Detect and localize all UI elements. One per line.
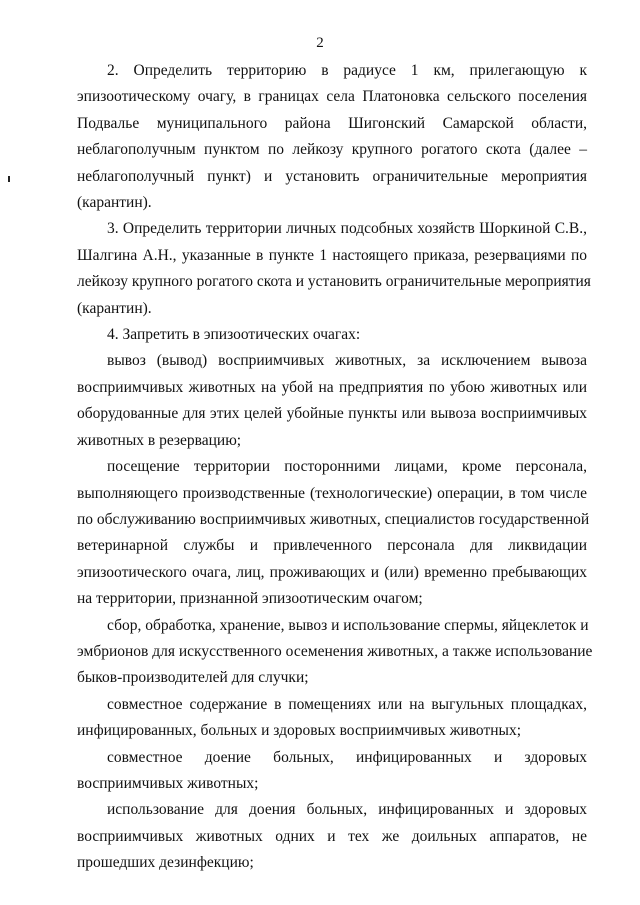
text-line: быков-производителей для случки; xyxy=(77,669,309,687)
text-line: 2. Определить территорию в радиусе 1 км, прилегающую к xyxy=(107,62,587,79)
text-line: 4. Запретить в эпизоотических очагах: xyxy=(107,326,361,344)
list-item-export xyxy=(77,348,587,454)
text-line: восприимчивых животных на убой на предприятия по убою животных или xyxy=(77,378,587,396)
text-line: сбор, обработка, хранение, вывоз и использование спермы, яйцеклеток и xyxy=(107,616,589,634)
list-item-milking xyxy=(77,745,587,798)
document-body xyxy=(77,58,593,877)
text-line: (карантин). xyxy=(77,194,152,212)
text-line: ветеринарной службы и привлеченного персонала для ликвидации xyxy=(77,537,587,555)
text-line: животных в резервацию; xyxy=(77,431,242,449)
paragraph-3 xyxy=(77,216,591,322)
page-number: 2 xyxy=(316,35,324,51)
text-line: Подвалье муниципального района Шигонский Самарской области, xyxy=(77,114,587,132)
text-line: на территории, признанной эпизоотическим очагом; xyxy=(77,590,423,608)
list-item-sperm xyxy=(77,613,593,692)
text-line: эпизоотическому очагу, в границах села Платоновка сельского поселения xyxy=(77,88,587,106)
paragraph-2 xyxy=(77,58,587,216)
text-line: неблагополучным пунктом по лейкозу крупного рогатого скота (далее – xyxy=(77,141,587,159)
list-item-visits xyxy=(77,454,590,612)
text-line: совместное содержание в помещениях или на выгульных площадках, xyxy=(107,695,587,713)
text-line: восприимчивых животных одних и тех же доильных аппаратов, не xyxy=(77,827,587,845)
text-line: совместное доение больных, инфицированных и здоровых xyxy=(107,748,587,766)
text-line: лейкозу крупного рогатого скота и установить ограничительные мероприятия xyxy=(77,273,591,291)
text-line: эпизоотического очага, лиц, проживающих и (или) временно пребывающих xyxy=(77,563,587,581)
text-line: вывоз (вывод) восприимчивых животных, за исключением вывоза xyxy=(107,352,587,370)
margin-mark xyxy=(8,176,10,182)
text-line: неблагополучный пункт) и установить ограничительные мероприятия xyxy=(77,167,587,185)
text-line: по обслуживанию восприимчивых животных, специалистов государственной xyxy=(77,510,590,528)
text-line: выполняющего производственные (технологические) операции, в том числе xyxy=(77,484,587,502)
text-line: прошедших дезинфекцию; xyxy=(77,854,254,872)
text-line: использование для доения больных, инфицированных и здоровых xyxy=(107,801,587,819)
text-line: оборудованные для этих целей убойные пункты или вывоза восприимчивых xyxy=(77,405,587,423)
text-line: эмбрионов для искусственного осеменения животных, а также использование xyxy=(77,642,593,660)
list-item-housing xyxy=(77,692,587,745)
paragraph-4 xyxy=(77,322,587,348)
text-line: (карантин). xyxy=(77,299,152,317)
list-item-milking-machines xyxy=(77,797,587,876)
text-line: инфицированных, больных и здоровых восприимчивых животных; xyxy=(77,722,522,740)
text-line: посещение территории посторонними лицами, кроме персонала, xyxy=(107,458,587,476)
text-line: восприимчивых животных; xyxy=(77,774,259,792)
text-line: Шалгина А.Н., указанные в пункте 1 настоящего приказа, резервациями по xyxy=(77,246,587,264)
text-line: 3. Определить территории личных подсобных хозяйств Шоркиной С.В., xyxy=(107,220,587,238)
